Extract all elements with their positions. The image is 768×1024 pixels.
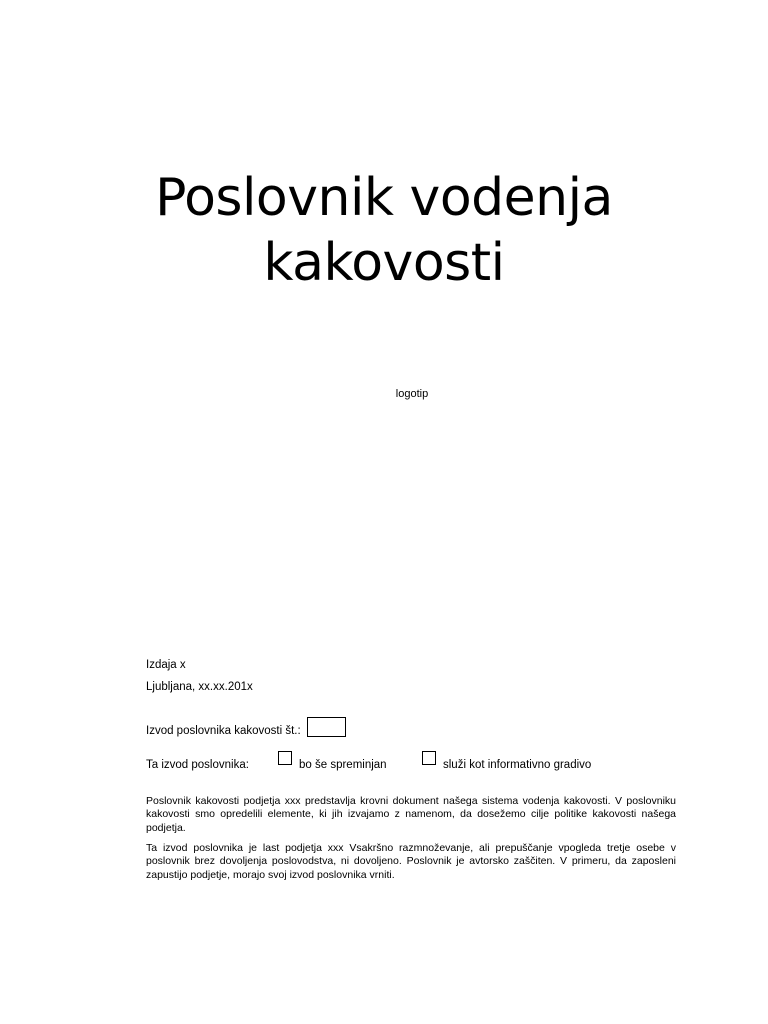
checkbox-informative[interactable]	[422, 751, 436, 765]
checkbox-controlled[interactable]	[278, 751, 292, 765]
intro-paragraph: Poslovnik kakovosti podjetja xxx predstavlja krovni dokument našega sistema vodenja kakovosti. V poslovniku kakovosti smo opredelili elemente, ki jih izvajamo z namenom, da dosežemo cilje politike kakovosti našega podjetja.	[146, 795, 676, 834]
option-informative-label: služi kot informativno gradivo	[443, 759, 592, 771]
copy-type-label: Ta izvod poslovnika:	[146, 759, 249, 771]
copy-number-label: Izvod poslovnika kakovosti št.:	[146, 725, 301, 737]
edition-text: Izdaja x	[146, 659, 186, 671]
logo-placeholder: logotip	[395, 388, 429, 400]
place-date-text: Ljubljana, xx.xx.201x	[146, 681, 253, 693]
ownership-paragraph: Ta izvod poslovnika je last podjetja xxx Vsakršno razmnoževanje, ali prepuščanje vpogleda tretje osebe v poslovnik brez dovoljenja poslovodstva, ni dovoljeno. Poslovnik je avtorsko zaščiten. V primeru, da zaposleni zapustijo podjetje, morajo svoj izvod poslovnika vrniti.	[146, 842, 676, 881]
document-title: Poslovnik vodenja kakovosti	[155, 168, 613, 293]
copy-number-field[interactable]	[307, 717, 346, 737]
option-controlled-label: bo še spreminjan	[299, 759, 387, 771]
